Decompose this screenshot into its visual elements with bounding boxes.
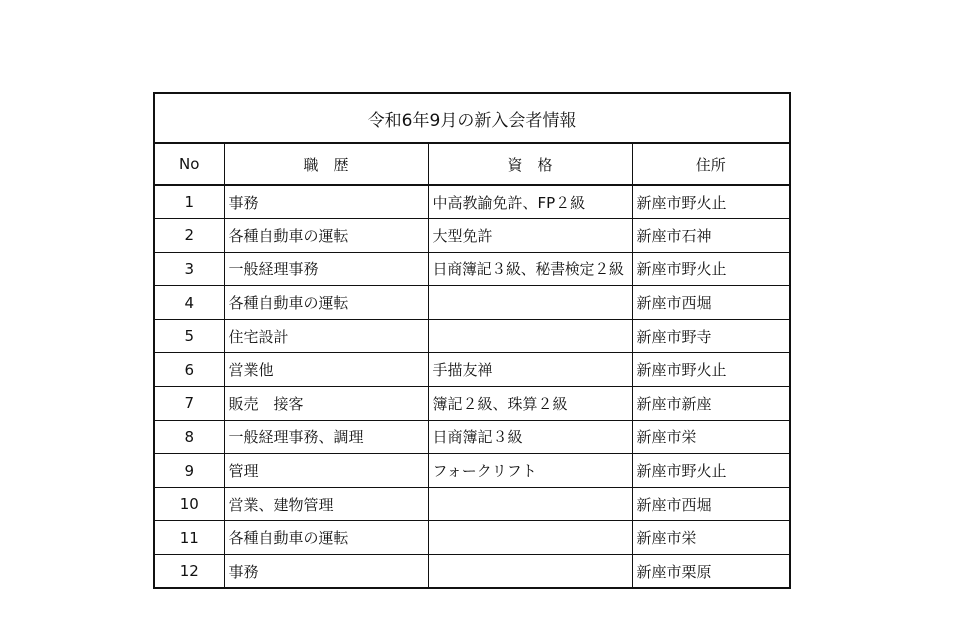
cell-no: 7 <box>154 387 224 421</box>
cell-career: 一般経理事務 <box>224 252 428 286</box>
table-title: 令和6年9月の新入会者情報 <box>154 93 790 143</box>
table-row <box>154 219 790 253</box>
cell-no: 11 <box>154 521 224 555</box>
cell-career: 住宅設計 <box>224 319 428 353</box>
cell-address: 新座市野火止 <box>632 353 790 387</box>
cell-qualification: 中高教諭免許、FP２級 <box>428 185 632 219</box>
cell-no: 6 <box>154 353 224 387</box>
cell-no: 5 <box>154 319 224 353</box>
table-header-row <box>154 143 790 185</box>
cell-address: 新座市栄 <box>632 420 790 454</box>
cell-no: 12 <box>154 555 224 589</box>
cell-address: 新座市栄 <box>632 521 790 555</box>
cell-address: 新座市野火止 <box>632 185 790 219</box>
cell-qualification: 日商簿記３級 <box>428 420 632 454</box>
cell-address: 新座市新座 <box>632 387 790 421</box>
cell-career: 事務 <box>224 185 428 219</box>
header-address: 住所 <box>632 143 790 185</box>
cell-address: 新座市野火止 <box>632 252 790 286</box>
cell-qualification: 大型免許 <box>428 219 632 253</box>
table-row <box>154 387 790 421</box>
cell-qualification: 手描友禅 <box>428 353 632 387</box>
table-row <box>154 353 790 387</box>
cell-qualification: フォークリフト <box>428 454 632 488</box>
cell-no: 1 <box>154 185 224 219</box>
cell-career: 営業、建物管理 <box>224 487 428 521</box>
cell-career: 各種自動車の運転 <box>224 521 428 555</box>
cell-career: 営業他 <box>224 353 428 387</box>
cell-qualification <box>428 319 632 353</box>
cell-no: 3 <box>154 252 224 286</box>
cell-address: 新座市野寺 <box>632 319 790 353</box>
table-row <box>154 555 790 589</box>
cell-no: 9 <box>154 454 224 488</box>
cell-address: 新座市西堀 <box>632 286 790 320</box>
header-qualification: 資 格 <box>428 143 632 185</box>
cell-qualification <box>428 555 632 589</box>
table-row <box>154 420 790 454</box>
cell-qualification: 日商簿記３級、秘書検定２級 <box>428 252 632 286</box>
cell-qualification: 簿記２級、珠算２級 <box>428 387 632 421</box>
table-row <box>154 454 790 488</box>
new-members-table <box>153 92 791 589</box>
cell-address: 新座市野火止 <box>632 454 790 488</box>
cell-career: 管理 <box>224 454 428 488</box>
table-row <box>154 286 790 320</box>
cell-no: 8 <box>154 420 224 454</box>
table-row <box>154 521 790 555</box>
table-title-row <box>154 93 790 143</box>
table-row <box>154 319 790 353</box>
table-row <box>154 487 790 521</box>
cell-address: 新座市石神 <box>632 219 790 253</box>
cell-career: 一般経理事務、調理 <box>224 420 428 454</box>
cell-career: 各種自動車の運転 <box>224 219 428 253</box>
header-no: No <box>154 143 224 185</box>
cell-qualification <box>428 487 632 521</box>
cell-address: 新座市栗原 <box>632 555 790 589</box>
cell-address: 新座市西堀 <box>632 487 790 521</box>
cell-qualification <box>428 521 632 555</box>
cell-no: 4 <box>154 286 224 320</box>
cell-no: 10 <box>154 487 224 521</box>
table-row <box>154 252 790 286</box>
header-career: 職 歴 <box>224 143 428 185</box>
table-row <box>154 185 790 219</box>
cell-career: 事務 <box>224 555 428 589</box>
cell-career: 販売 接客 <box>224 387 428 421</box>
cell-no: 2 <box>154 219 224 253</box>
cell-qualification <box>428 286 632 320</box>
cell-career: 各種自動車の運転 <box>224 286 428 320</box>
